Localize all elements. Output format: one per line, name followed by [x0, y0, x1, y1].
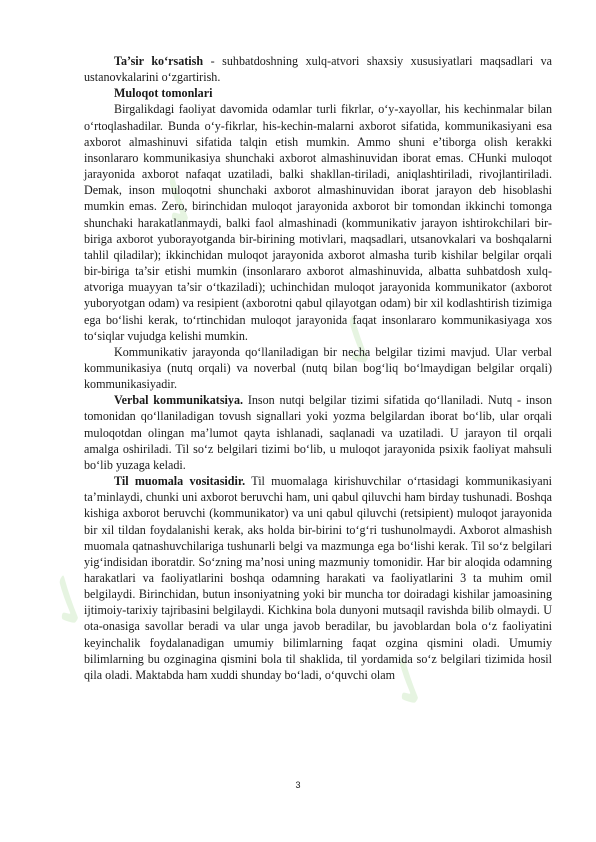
watermark: ✓	[130, 154, 229, 248]
watermark: ✓	[20, 554, 119, 648]
paragraph-til	[84, 473, 552, 683]
term-tasir-korsatish: Ta’sir ko‘rsatish	[114, 54, 204, 68]
paragraph-text: - suhbatdoshning xulq-atvori shaxsiy xususiyatlari maqsadlari va ustanovkalarini o‘zgartirish.	[84, 54, 552, 85]
paragraph-birgalikdagi: Birgalikdagi faoliyat davomida odamlar turli fikrlar, o‘y-xayollar, his kechinmalar bilan o‘rtoqlashadilar. Bunda o‘y-fikrlar, his-kechin-malarni axborot sifatida, kommunikasiyani esa axborot almashinuvi sifatida talqin etish mumkin. Ammo shuni e’tiborga olish kerakki insonlararo kommunikasiya shunchaki axborot almashinuvidan iborat emas. CHunki muloqot jarayonida axborot nafaqat uzatiladi, balki shakllan-tiriladi, aniqlashtiriladi, rivojlantiriladi. Demak, inson muloqotni shunchaki axborot almashinuvidan iborat jarayon deb hisoblashi mumkin emas. Zero, birinchidan muloqot jarayonida axborot bir tomondan ikkinchi tomonga shunchaki harakatlanmaydi, balki faol almashinadi (kommunikativ jarayon ishtirokchilari bir-biriga axborot yuborayotganda bir-birining motivlari, maqsadlari, utsanovkalari va boshqalarni tahlil qiladilar); ikkinchidan muloqot jarayonida axborot almasha turib kishilar belgilar orqali bir-biriga ta’sir etishi mumkin (insonlararo axborot almashinuvida, albatta suhbatdosh xulq-atvoriga muayyan ta’sir o‘tkaziladi); uchinchidan muloqot jarayonida kommunikator (axborot yuboryotgan odam) va resipient (axborotni qabul qilayotgan odam) bir xil kodlashtirish tizimiga ega bo‘lishi kerak, to‘rtinchidan muloqot jarayonida faqat insonlararo kommunikasiyaga xos to‘siqlar vujudga kelishi mumkin.	[84, 102, 552, 343]
paragraph-text: Til muomalaga kirishuvchilar o‘rtasidagi kommunikasiyani ta’minlaydi, chunki uni axborot beruvchi ham, uni qabul qiluvchi ham birday tushunadi. Boshqa kishiga axborot beruvchi (kommunikator) va uni qabul qiluvchi (retsipient) muloqot jarayonida bir xil tildan foydalanishi kerak, aks holda bir-birini to‘g‘ri tushunolmaydi. Axborot almashish muomala qatnashuvchilariga tushunarli belgi va mazmunga ega bo‘lishi kerak. Til so‘z belgilari yig‘indisidan iboratdir. So‘zning ma’nosi uning mazmuniy tomonidir. Har bir aloqida odamning harakatlari va faoliyatlarini boshqa odamning harakati va faoliyatlarini 3 ta muhim omil belgilaydi. Birinchidan, butun insoniyatning yoki bir muncha tor doiradagi kishilar jamoasining ijtimoiy-tarixiy tajribasini belgilaydi. Kichkina bola dunyoni mutsaqil ravishda bilib olmaydi. U ota-onasiga savollar beradi va ular unga javob beradilar, bu javoblardan bola o‘z faoliyatini keyinchalik foydalanadigan umumiy bilimlarning faqat ozgina qismini oladi. Umumiy bilimlarning bu ozginagina qismini bola til shaklida, til yordamida so‘z belgilari tizimida hosil qila oladi. Maktabda ham xuddi shunday bo‘ladi, o‘quvchi olam	[84, 474, 552, 682]
paragraph-text: Inson nutqi belgilar tizimi sifatida qo‘llaniladi. Nutq - inson tomonidan qo‘llaniladigan tovush signallari yoki yozma belgilardan iborat bo‘lib, ular orqali muloqotdan olingan ma’lumot qayta ishlanadi, saqlanadi va uzatiladi. U jarayon til orqali amalga oshiriladi. Til so‘z belgilari tizimi bo‘lib, u muloqot jarayonida psixik faoliyat mahsuli bo‘lib yuzaga keladi.	[84, 393, 553, 472]
term-til-muomala: Til muomala vositasidir.	[114, 474, 246, 489]
watermark: ✓	[360, 634, 459, 728]
section-heading: Muloqot tomonlari	[114, 86, 213, 101]
paragraph-kommunikativ: Kommunikativ jarayonda qo‘llaniladigan bir necha belgilar tizimi mavjud. Ular verbal kommunikasiya (nutq orqali) va noverbal (nutq bilan bog‘liq bo‘lmaydigan belgilar orqali) kommunikasiyadir.	[84, 344, 552, 392]
document-page	[84, 53, 552, 683]
page-number: 3	[295, 780, 301, 790]
paragraph-tasir	[84, 53, 552, 85]
term-verbal-kommunikatsiya: Verbal kommunikatsiya.	[114, 393, 244, 408]
watermark: ✓	[310, 294, 409, 388]
paragraph-verbal	[84, 392, 552, 473]
